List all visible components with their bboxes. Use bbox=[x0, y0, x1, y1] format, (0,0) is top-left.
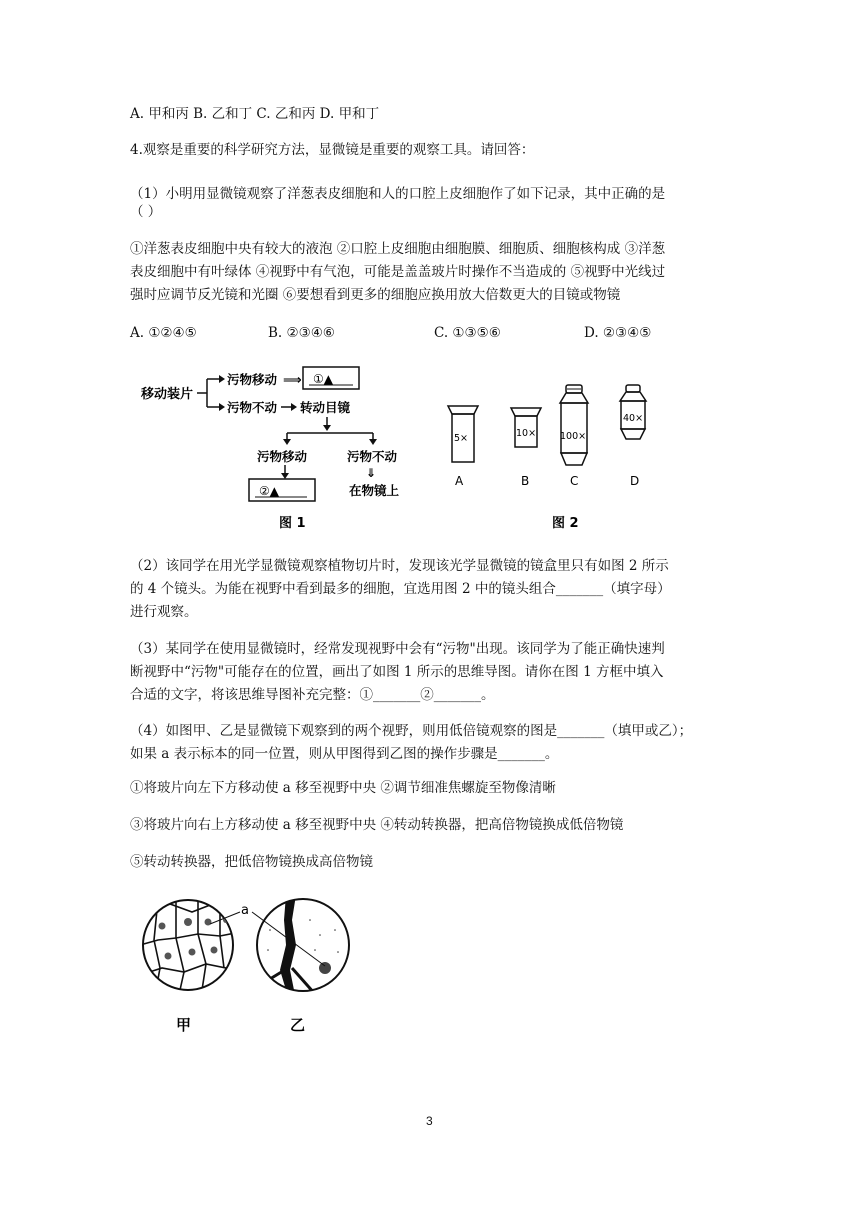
fig1-rotate: 转动目镜 bbox=[300, 400, 351, 415]
lens-c-icon bbox=[560, 385, 588, 465]
fig1-on-objective: 在物镜上 bbox=[349, 483, 400, 498]
lens-c-label: C bbox=[570, 474, 579, 488]
lens-c-mag: 100× bbox=[560, 431, 587, 442]
fig1-caption: 图 1 bbox=[279, 516, 306, 531]
lens-b-label: B bbox=[521, 474, 530, 488]
question-4-4-line-1: （4）如图甲、乙是显微镜下观察到的两个视野，则用低倍镜观察的图是_______（填甲或乙）； bbox=[130, 723, 693, 739]
question-4-3-line-2: 断视野中“污物"可能存在的位置，画出了如图 1 所示的思维导图。请你在图 1 方框中填入 bbox=[130, 664, 664, 680]
option-c: C. ①③⑤⑥ bbox=[434, 325, 501, 341]
fig1-notmoved-2: 污物不动 bbox=[347, 449, 398, 464]
statements-line-3: 强时应调节反光镜和光圈 ⑥要想看到更多的细胞应换用放大倍数更大的目镜或物镜 bbox=[130, 287, 621, 303]
question-4-3-line-1: （3）某同学在使用显微镜时，经常发现视野中会有“污物"出现。该同学为了能正确快速判 bbox=[130, 641, 665, 657]
question-4-1-blank: （ ） bbox=[130, 204, 162, 220]
step-line-1: ①将玻片向左下方移动使 a 移至视野中央 ②调节细准焦螺旋至物像清晰 bbox=[130, 780, 556, 796]
step-line-3: ⑤转动转换器，把低倍物镜换成高倍物镜 bbox=[130, 854, 373, 870]
fig1-double-arrow: ⟹ bbox=[283, 373, 302, 388]
fig1-box-1-label: ①▲ bbox=[313, 372, 333, 386]
lens-b-mag: 10× bbox=[516, 428, 537, 439]
step-line-2: ③将玻片向右上方移动使 a 移至视野中央 ④转动转换器，把高倍物镜换成低倍物镜 bbox=[130, 817, 624, 833]
figure-1-mind-map bbox=[135, 355, 400, 535]
fig3-label-yi: 乙 bbox=[290, 1016, 306, 1034]
fig3-label-a: a bbox=[241, 903, 249, 918]
lens-a-mag: 5× bbox=[454, 433, 469, 444]
question-4-1-stem: （1）小明用显微镜观察了洋葱表皮细胞和人的口腔上皮细胞作了如下记录，其中正确的是 bbox=[130, 186, 666, 202]
view-yi bbox=[257, 895, 349, 994]
question-4-4-line-2: 如果 a 表示标本的同一位置，则从甲图得到乙图的操作步骤是_______。 bbox=[130, 746, 559, 762]
fig1-box-2-label: ②▲ bbox=[259, 484, 279, 498]
fig1-start: 移动装片 bbox=[141, 387, 194, 402]
view-jia bbox=[140, 890, 240, 990]
question-4-2-line-1: （2）该同学在用光学显微镜观察植物切片时，发现该光学显微镜的镜盒里只有如图 2 所示 bbox=[130, 558, 669, 574]
option-a: A. ①②④⑤ bbox=[130, 325, 197, 341]
lens-d-mag: 40× bbox=[623, 413, 644, 424]
question-4-2-line-2: 的 4 个镜头。为能在视野中看到最多的细胞，宜选用图 2 中的镜头组合_______（填字母） bbox=[130, 581, 671, 597]
question-4-intro: 4.观察是重要的科学研究方法，显微镜是重要的观察工具。请回答： bbox=[130, 142, 535, 158]
question-4-2-line-3: 进行观察。 bbox=[130, 604, 198, 620]
option-d: D. ②③④⑤ bbox=[584, 325, 652, 341]
figure-3-views bbox=[140, 890, 380, 1050]
lens-a-label: A bbox=[455, 474, 464, 488]
question-4-3-line-3: 合适的文字，将该思维导图补充完整：①_______②_______。 bbox=[130, 687, 495, 703]
lens-d-label: D bbox=[630, 474, 640, 488]
option-b: B. ②③④⑥ bbox=[268, 325, 335, 341]
fig1-down-double-arrow: ⇓ bbox=[366, 466, 377, 480]
statements-line-2: 表皮细胞中有叶绿体 ④视野中有气泡，可能是盖盖玻片时操作不当造成的 ⑤视野中光线过 bbox=[130, 264, 666, 280]
question-options-prev: A. 甲和丙 B. 乙和丁 C. 乙和丙 D. 甲和丁 bbox=[130, 106, 380, 122]
lens-d-icon bbox=[620, 385, 646, 439]
fig2-caption: 图 2 bbox=[552, 516, 579, 531]
figure-2-lenses bbox=[440, 355, 660, 535]
fig1-notmoved: 污物不动 bbox=[227, 400, 278, 415]
fig1-moved-2: 污物移动 bbox=[257, 449, 308, 464]
fig1-moved: 污物移动 bbox=[227, 372, 278, 387]
page-number: 3 bbox=[426, 1114, 433, 1128]
fig3-label-jia: 甲 bbox=[176, 1016, 192, 1034]
statements-line-1: ①洋葱表皮细胞中央有较大的液泡 ②口腔上皮细胞由细胞膜、细胞质、细胞核构成 ③洋葱 bbox=[130, 241, 666, 257]
